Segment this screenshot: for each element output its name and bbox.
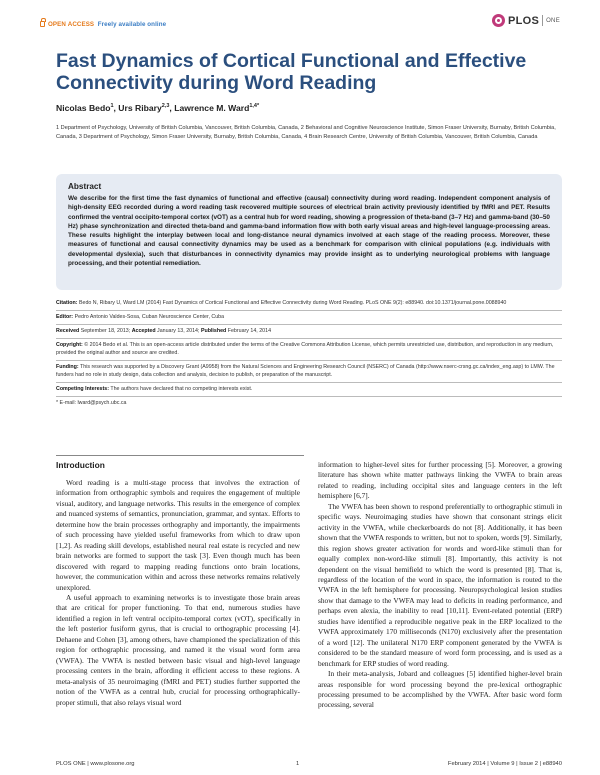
paragraph: Word reading is a multi-stage process that involves the extraction of information from orthographic symbols and requires the engagement of multiple visual, auditory, and language networks. This results in the emergence of complex and nuanced systems of semantics, pronunciation, grammar, and syntax. Efforts to determine how the brain processes orthography and importantly, the impairments of such processing have yielded useful frameworks from which to draw upon [1,2]. As reading skill develops, established neural real estate is recycled and new brain networks are formed to support the task [3]. Even though much has been discovered with regard to mapping reading functions onto brain locations, however, the communication within and across these networks remains relatively unexplored. xyxy=(56,478,300,592)
editor-row: Editor: Pedro Antonio Valdes-Sosa, Cuban Neuroscience Center, Cuba xyxy=(56,311,562,325)
copyright-row: Copyright: © 2014 Bedo et al. This is an open-access article distributed under the terms of the Creative Commons Attribution License, which permits unrestricted use, distribution, and reproduction in any medium, provided the original author and source are credited. xyxy=(56,339,562,361)
plos-logo-icon xyxy=(492,14,505,27)
body-column-left xyxy=(56,478,300,768)
page-number: 1 xyxy=(296,761,300,767)
footer-journal: PLOS ONE | www.plosone.org xyxy=(56,761,135,767)
article-metadata xyxy=(56,297,562,410)
freely-available-label: Freely available online xyxy=(97,21,167,28)
paragraph: The VWFA has been shown to respond preferentially to orthographic stimuli in specific ways. Neuroimaging studies have shown that consonant strings elicit activity in the VWFA, while checkerboards do not [8]. Additionally, it has been shown that the VWFA responds to written, but not to spoken, words [9]. Similarly, this region shows greater activation for words and word-like stimuli than for equally complex non-word-like stimuli [8]. Importantly, this activity is not dependent on the visual hemifield to which the word is presented [8]. That is, regardless of the location of the word in space, the information is routed to the VWFA in the left hemisphere for processing. Neuropsychological lesion studies show that damage to the VWFA may lead to deficits in reading performance, and perhaps even alexia, the inability to read [10,11]. Event-related potential (ERP) studies have identified a reproducible negative peak in the ERP localized to the VWFA approximately 170 milliseconds (N170) exclusively after the presentation of a word [12]. The unilateral N170 ERP component generated by the VWFA is considered to be the standard measure of word form processing, and is used as a benchmark for ERP studies of word reading. xyxy=(318,501,562,668)
footer-issue: February 2014 | Volume 9 | Issue 2 | e88940 xyxy=(447,761,562,767)
author-name: Nicolas Bedo xyxy=(56,103,111,113)
journal-header xyxy=(40,10,560,36)
abstract-box xyxy=(56,174,562,290)
author-name: Lawrence M. Ward xyxy=(174,103,250,113)
paragraph: A useful approach to examining networks is to investigate those brain areas that are critical for proper functioning. To that end, numerous studies have identified a region in left ventral occipito-temporal cortex (vOT), specifically in the left posterior fusiform gyrus, that is crucial to orthographic processing [4]. Dehaene and Cohen [3], among others, have championed the specialization of this region for orthographic processing, and named it the visual word form area (VWFA). The VWFA is nestled between basic visual and high-level language processing centers in the brain, affording it efficient access to these regions. A meta-analysis of 35 neuroimaging (fMRI and PET) studies further supported the notion of the VWFA as a central hub, crucial for processing orthographically-proper stimuli, that also relays visual word xyxy=(56,592,300,707)
open-access-badge: OPEN ACCESS Freely available online xyxy=(40,21,166,28)
author-list: Nicolas Bedo$^1$, Urs Ribary$^{2,3}$, Lawrence M. Ward$^{1,4*}$ xyxy=(56,103,260,113)
paragraph: information to higher-level sites for further processing [5]. Moreover, a growing literature has shown white matter pathways linking the VWFA to brain areas related to reading, including occipital sites and language centers in the left hemisphere [6,7]. xyxy=(318,460,562,501)
paragraph: In their meta-analysis, Jobard and colleagues [5] identified higher-level brain areas responsible for word processing beyond the pre-lexical orthographic processing presumed to be accomplished by the VWFA. After basic word form processing, several xyxy=(318,669,562,710)
introduction-heading: Introduction xyxy=(56,460,105,470)
body-column-right xyxy=(318,460,562,711)
abstract-text: We describe for the first time the fast dynamics of functional and effective (causal) connectivity during word reading. Independent component analysis of high-density EEG recorded during a word reading task recovered multiple sources of electrical brain activity previously identified by fMRI and PET. Results confirmed the ventral occipito-temporal cortex (vOT) as a central hub for word reading, showing a progression of theta-band (3–7 Hz) and gamma-band (30–50 Hz) phase synchronization and directed theta-band and gamma-band information flow with both early visual areas and high-level language-processing areas. These results highlight the interplay between local and long-distance neural dynamics involved at each stage of the reading process. Moreover, these measures of functional and causal connectivity dynamics may be used as a benchmark for comparison with clinical populations (e.g. individuals with developmental dyslexia), such that disturbances in connectivity dynamics may provide insight as to underlying neurological problems with language processing, and their potential remediation. xyxy=(68,195,550,268)
email-row xyxy=(56,397,562,410)
section-divider xyxy=(56,455,304,456)
plos-one-logo: PLOS ONE xyxy=(492,14,560,27)
author-name: Urs Ribary xyxy=(118,103,162,113)
affiliations: 1 Department of Psychology, University of British Columbia, Vancouver, British Columbia, Canada, 2 Behavioral and Cognitive Neuroscience Institute, Simon Fraser University, Burnaby, British Columbia, Canada, 3 Department of Psychology, Simon Fraser University, Burnaby, British Columbia, Canada, 4 Brain Research Centre, University of British Columbia, Vancouver, British Columbia, Canada xyxy=(56,125,556,141)
dates-row: Received September 18, 2013; Accepted January 13, 2014; Published February 14, 2014 xyxy=(56,325,562,339)
abstract-heading: Abstract xyxy=(68,182,102,191)
competing-interests-row: Competing Interests: The authors have declared that no competing interests exist. xyxy=(56,383,562,397)
funding-row: Funding: This research was supported by a Discovery Grant (A9958) from the Natural Sciences and Engineering Research Council (NSERC) of Canada (http://www.nserc-crsng.gc.ca/index_eng.asp) to LMW. The funders had no role in study design, data collection and analysis, decision to publish, or preparation of the manuscript. xyxy=(56,361,562,383)
corresponding-email: * E-mail: lward@psych.ubc.ca xyxy=(56,400,127,406)
citation-row: Citation: Bedo N, Ribary U, Ward LM (2014) Fast Dynamics of Cortical Functional and Effective Connectivity during Word Reading. PLoS ONE 9(2): e88940. doi:10.1371/journal.pone.0088940 xyxy=(56,297,562,311)
article-title: Fast Dynamics of Cortical Functional and Effective Connectivity during Word Reading xyxy=(56,50,527,94)
lock-icon xyxy=(40,21,45,27)
